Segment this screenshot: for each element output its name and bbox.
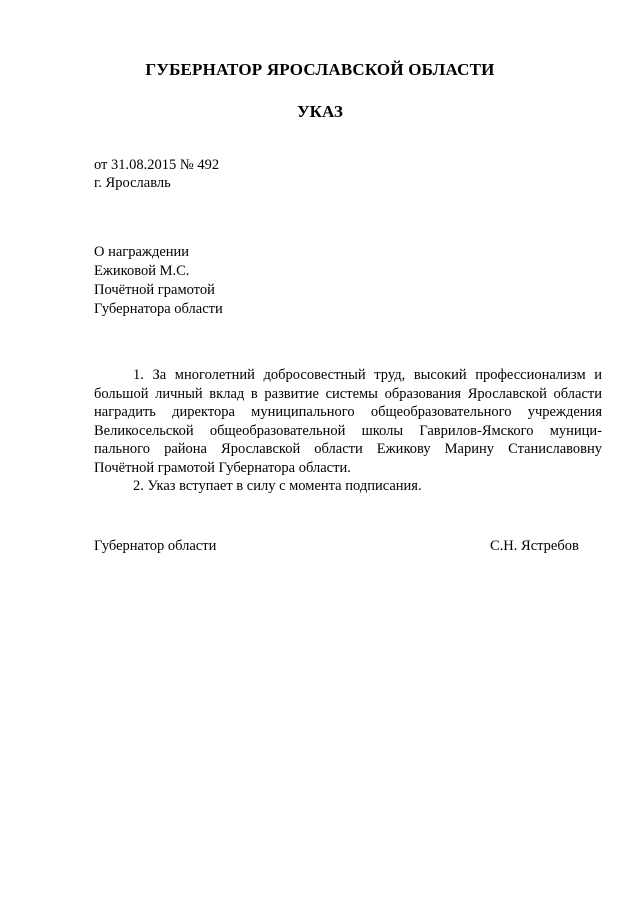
issuing-authority-heading: ГУБЕРНАТОР ЯРОСЛАВСКОЙ ОБЛАСТИ <box>145 60 495 79</box>
document-subject <box>94 243 223 319</box>
city: г. Ярославль <box>94 175 171 191</box>
document-type-heading: УКАЗ <box>297 102 343 121</box>
document-meta <box>94 156 219 192</box>
subject-line: Ежиковой М.С. <box>94 263 190 279</box>
body-paragraph: 1. За многолетний добросовестный труд, высокий профессионализм и большой личный вклад в развитие системы образования Ярославской области наградить директора муниципального общеобразовательного учреждения Великосельской общеобразовательной школы Гаврилов-Ямского муници-пального района Ярославской области Ежикову Марину Станиславовну Почётной грамотой Губернатора области. <box>94 367 602 476</box>
signatory-position: Губернатор области <box>94 538 217 554</box>
document-body <box>94 366 602 496</box>
date-and-number: от 31.08.2015 № 492 <box>94 157 220 173</box>
signatory-name: С.Н. Ястребов <box>490 538 579 554</box>
subject-line: Почётной грамотой <box>94 282 215 298</box>
subject-line: Губернатора области <box>94 301 223 317</box>
body-paragraph: 2. Указ вступает в силу с момента подписания. <box>133 478 422 494</box>
subject-line: О награждении <box>94 244 190 260</box>
